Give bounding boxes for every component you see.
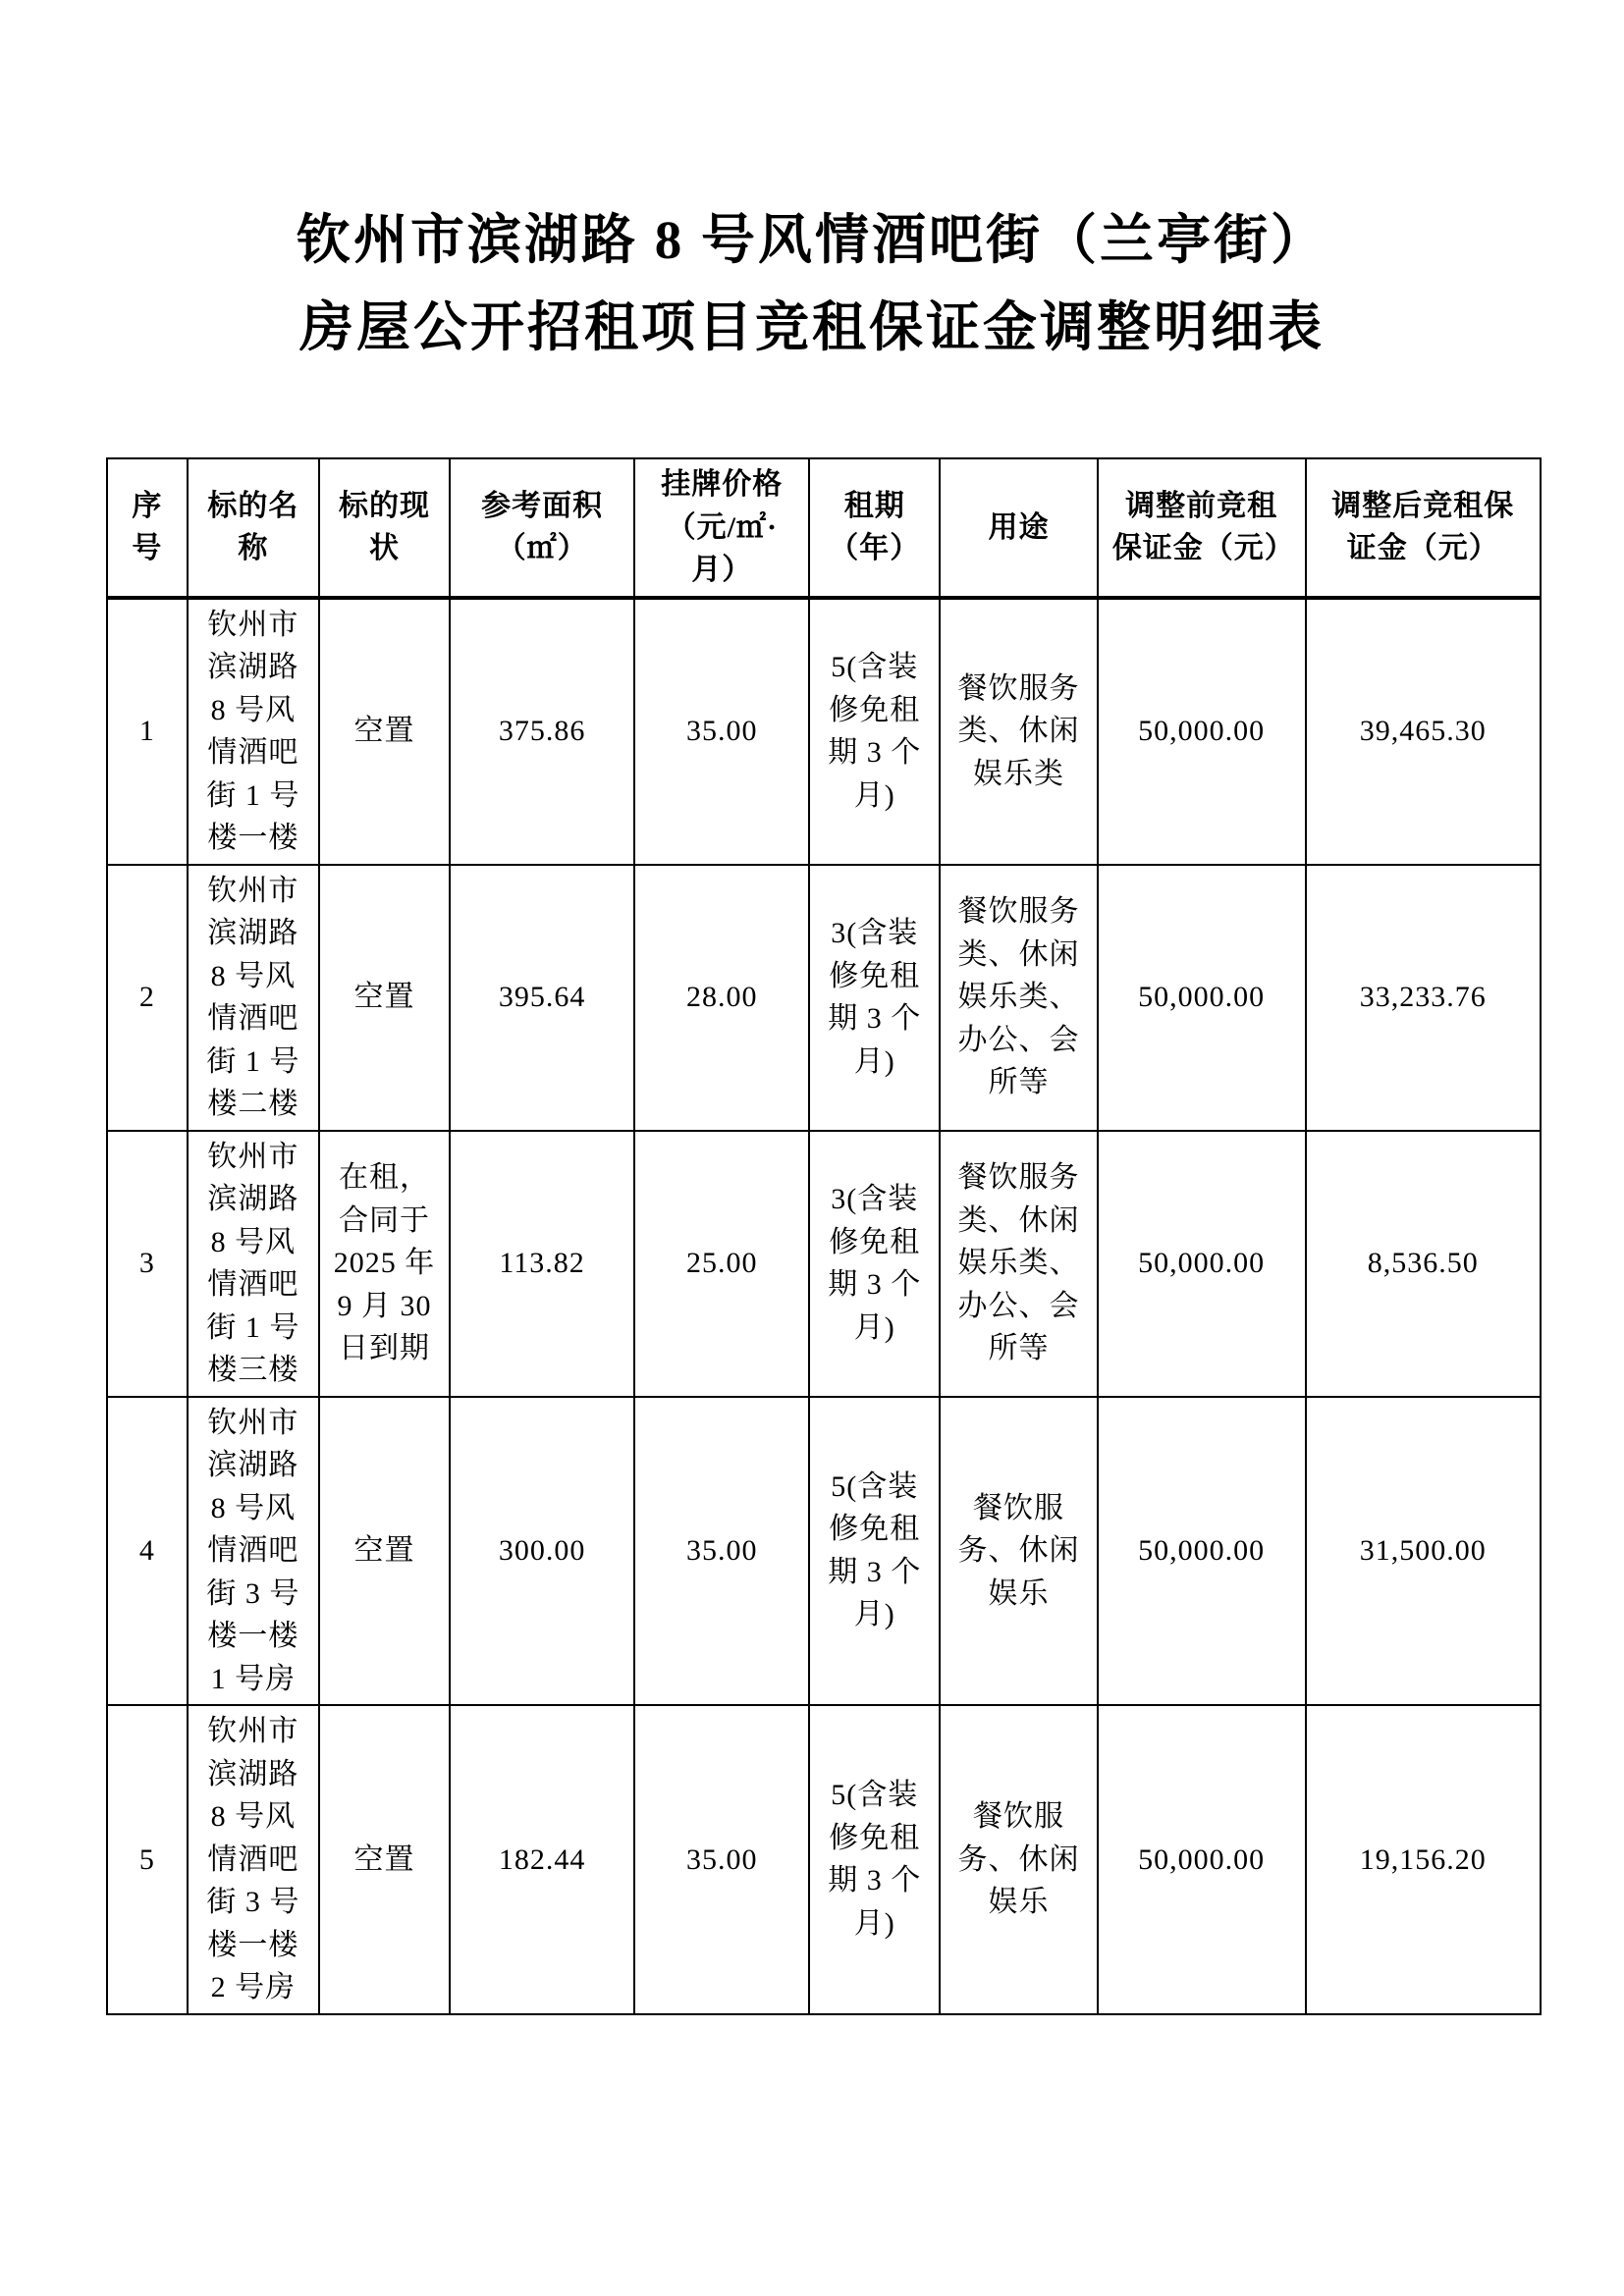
cell-price: 35.00 bbox=[634, 598, 809, 865]
cell-term: 3(含装修免租期 3 个月) bbox=[809, 865, 940, 1131]
table-row bbox=[107, 598, 1541, 865]
table-header-row bbox=[107, 458, 1541, 598]
cell-status: 空置 bbox=[319, 598, 450, 865]
cell-area: 113.82 bbox=[450, 1131, 634, 1397]
table-row bbox=[107, 1397, 1541, 1706]
cell-deposit-after: 33,233.76 bbox=[1306, 865, 1542, 1131]
cell-term: 5(含装修免租期 3 个月) bbox=[809, 1705, 940, 2014]
col-header-area: 参考面积（㎡） bbox=[450, 458, 634, 598]
cell-area: 182.44 bbox=[450, 1705, 634, 2014]
cell-deposit-before: 50,000.00 bbox=[1098, 1705, 1306, 2014]
cell-seq: 4 bbox=[107, 1397, 188, 1706]
cell-name: 钦州市滨湖路 8 号风情酒吧街 1 号楼三楼 bbox=[188, 1131, 319, 1397]
cell-seq: 2 bbox=[107, 865, 188, 1131]
cell-term: 3(含装修免租期 3 个月) bbox=[809, 1131, 940, 1397]
cell-price: 35.00 bbox=[634, 1705, 809, 2014]
table-row bbox=[107, 865, 1541, 1131]
cell-area: 375.86 bbox=[450, 598, 634, 865]
cell-term: 5(含装修免租期 3 个月) bbox=[809, 598, 940, 865]
cell-deposit-after: 8,536.50 bbox=[1306, 1131, 1542, 1397]
col-header-deposit-after: 调整后竞租保证金（元） bbox=[1306, 458, 1542, 598]
cell-status: 空置 bbox=[319, 1705, 450, 2014]
cell-price: 28.00 bbox=[634, 865, 809, 1131]
deposit-table-container bbox=[106, 457, 1542, 2015]
cell-seq: 1 bbox=[107, 598, 188, 865]
cell-area: 300.00 bbox=[450, 1397, 634, 1706]
col-header-name: 标的名称 bbox=[188, 458, 319, 598]
cell-usage: 餐饮服务类、休闲娱乐类 bbox=[940, 598, 1098, 865]
col-header-status: 标的现状 bbox=[319, 458, 450, 598]
cell-usage: 餐饮服务、休闲娱乐 bbox=[940, 1397, 1098, 1706]
cell-name: 钦州市滨湖路 8 号风情酒吧街 3 号楼一楼 2 号房 bbox=[188, 1705, 319, 2014]
cell-price: 35.00 bbox=[634, 1397, 809, 1706]
cell-deposit-before: 50,000.00 bbox=[1098, 865, 1306, 1131]
cell-deposit-before: 50,000.00 bbox=[1098, 598, 1306, 865]
col-header-deposit-before: 调整前竞租保证金（元） bbox=[1098, 458, 1306, 598]
cell-area: 395.64 bbox=[450, 865, 634, 1131]
cell-deposit-after: 19,156.20 bbox=[1306, 1705, 1542, 2014]
deposit-adjustment-table bbox=[106, 457, 1542, 2015]
cell-seq: 3 bbox=[107, 1131, 188, 1397]
table-row bbox=[107, 1131, 1541, 1397]
cell-deposit-after: 39,465.30 bbox=[1306, 598, 1542, 865]
col-header-usage: 用途 bbox=[940, 458, 1098, 598]
cell-name: 钦州市滨湖路 8 号风情酒吧街 1 号楼一楼 bbox=[188, 598, 319, 865]
cell-price: 25.00 bbox=[634, 1131, 809, 1397]
cell-name: 钦州市滨湖路 8 号风情酒吧街 1 号楼二楼 bbox=[188, 865, 319, 1131]
cell-status: 空置 bbox=[319, 865, 450, 1131]
cell-usage: 餐饮服务、休闲娱乐 bbox=[940, 1705, 1098, 2014]
cell-term: 5(含装修免租期 3 个月) bbox=[809, 1397, 940, 1706]
cell-seq: 5 bbox=[107, 1705, 188, 2014]
cell-name: 钦州市滨湖路 8 号风情酒吧街 3 号楼一楼 1 号房 bbox=[188, 1397, 319, 1706]
cell-usage: 餐饮服务类、休闲娱乐类、办公、会所等 bbox=[940, 865, 1098, 1131]
col-header-term: 租期（年） bbox=[809, 458, 940, 598]
document-title bbox=[118, 196, 1506, 371]
document-title-line-2: 房屋公开招租项目竞租保证金调整明细表 bbox=[298, 297, 1325, 358]
col-header-price: 挂牌价格（元/㎡·月） bbox=[634, 458, 809, 598]
col-header-seq: 序号 bbox=[107, 458, 188, 598]
cell-status: 在租，合同于 2025 年 9 月 30 日到期 bbox=[319, 1131, 450, 1397]
table-row bbox=[107, 1705, 1541, 2014]
cell-usage: 餐饮服务类、休闲娱乐类、办公、会所等 bbox=[940, 1131, 1098, 1397]
cell-status: 空置 bbox=[319, 1397, 450, 1706]
document-title-line-1: 钦州市滨湖路 8 号风情酒吧街（兰亭街） bbox=[296, 210, 1327, 270]
cell-deposit-before: 50,000.00 bbox=[1098, 1131, 1306, 1397]
cell-deposit-before: 50,000.00 bbox=[1098, 1397, 1306, 1706]
cell-deposit-after: 31,500.00 bbox=[1306, 1397, 1542, 1706]
